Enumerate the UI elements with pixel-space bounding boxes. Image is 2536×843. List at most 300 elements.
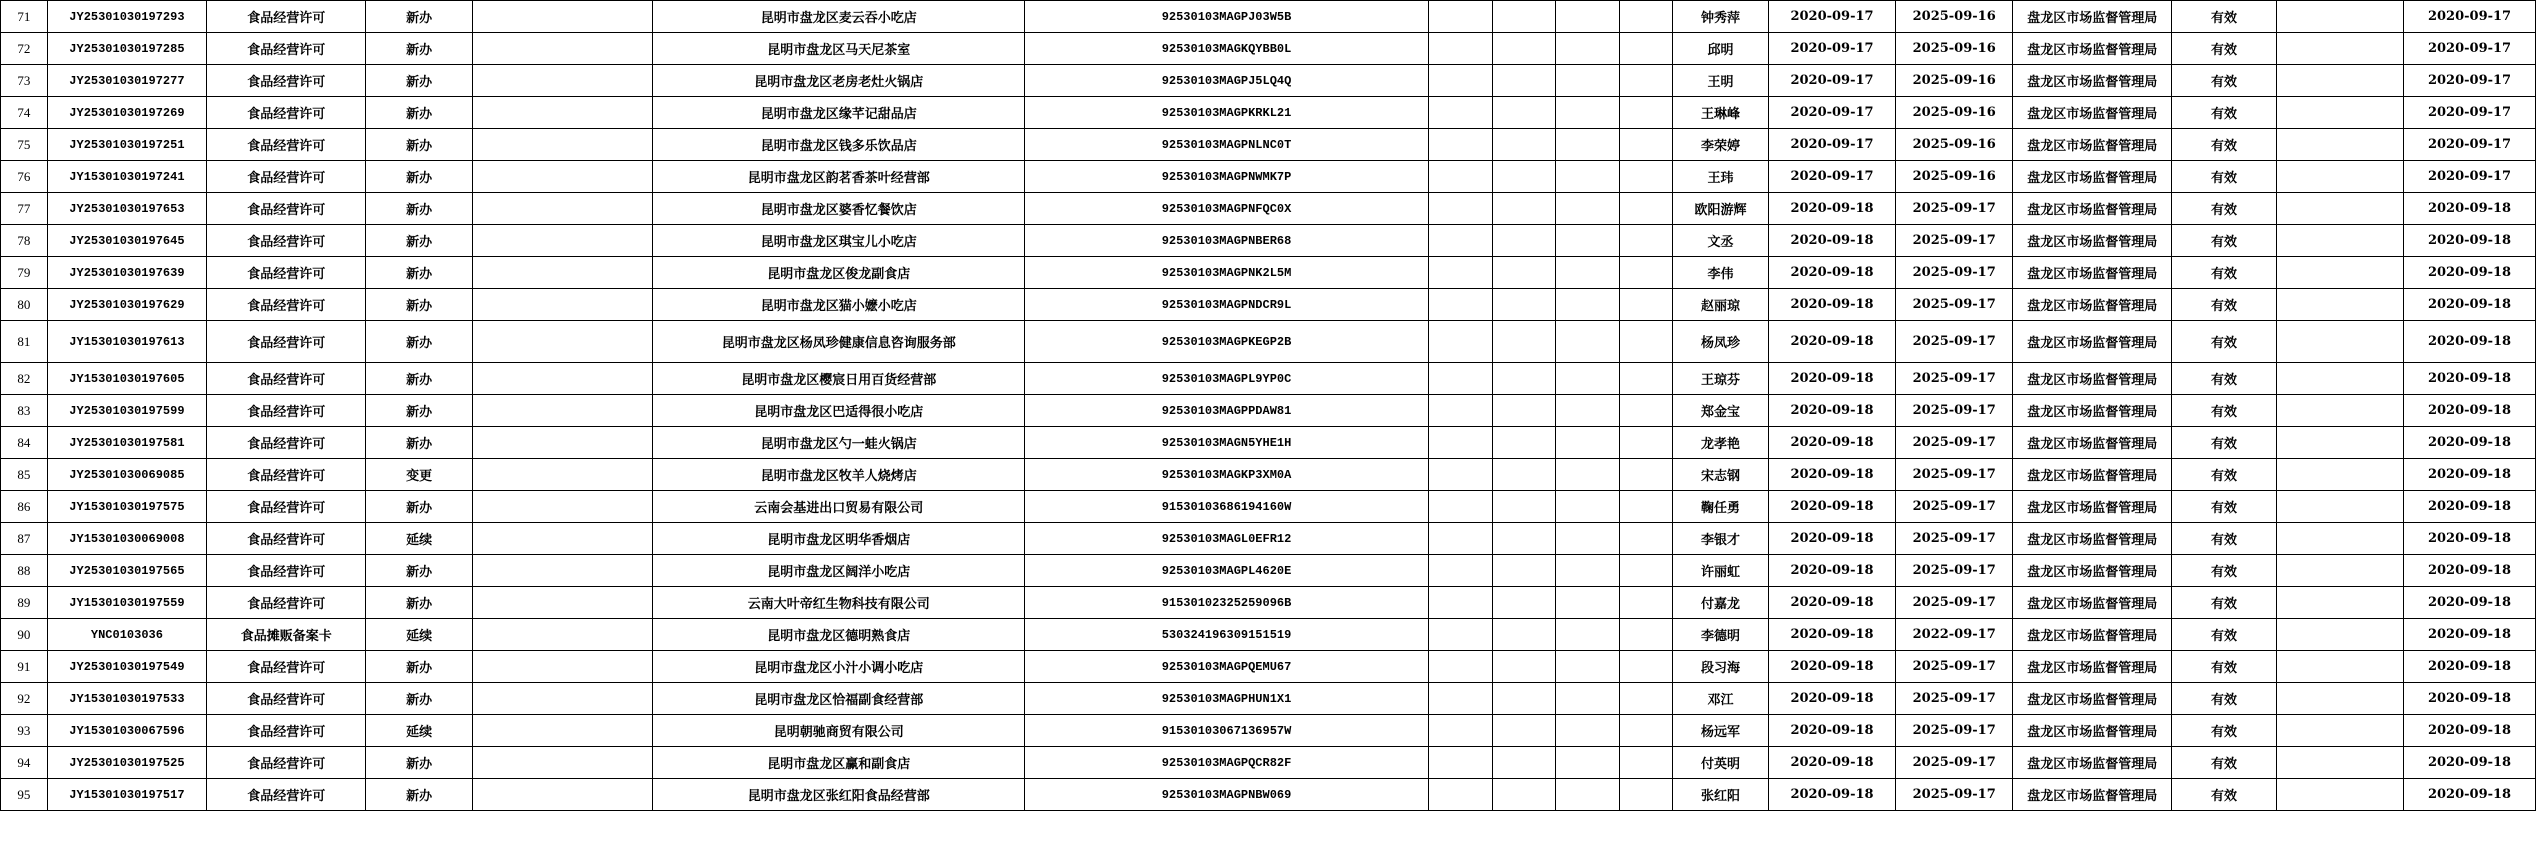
cell-credit-code[interactable]: 92530103MAGN5YHE1H <box>1025 427 1429 459</box>
cell-empty[interactable] <box>1556 779 1620 811</box>
cell-decision-date[interactable]: 2020-09-17 <box>2404 97 2536 129</box>
cell-status[interactable]: 有效 <box>2172 161 2276 193</box>
cell-authority[interactable]: 盘龙区市场监督管理局 <box>2013 363 2172 395</box>
cell-row-number[interactable]: 79 <box>1 257 48 289</box>
cell-row-number[interactable]: 82 <box>1 363 48 395</box>
cell-permit-type[interactable]: 食品经营许可 <box>207 363 366 395</box>
cell-application-type[interactable]: 新办 <box>366 129 472 161</box>
cell-empty[interactable] <box>1620 33 1673 65</box>
cell-permit-number[interactable]: JY25301030069085 <box>47 459 206 491</box>
cell-permit-number[interactable]: JY25301030197629 <box>47 289 206 321</box>
cell-empty[interactable] <box>472 747 653 779</box>
cell-permit-number[interactable]: JY15301030197575 <box>47 491 206 523</box>
cell-legal-person[interactable]: 张红阳 <box>1673 779 1769 811</box>
cell-business-name[interactable]: 昆明市盘龙区张红阳食品经营部 <box>653 779 1025 811</box>
cell-legal-person[interactable]: 李荣婷 <box>1673 129 1769 161</box>
cell-empty[interactable] <box>1492 321 1556 363</box>
cell-application-type[interactable]: 变更 <box>366 459 472 491</box>
cell-legal-person[interactable]: 段习海 <box>1673 651 1769 683</box>
cell-empty[interactable] <box>1428 491 1492 523</box>
cell-empty[interactable] <box>472 459 653 491</box>
cell-empty[interactable] <box>1556 363 1620 395</box>
cell-empty[interactable] <box>2276 193 2403 225</box>
cell-row-number[interactable]: 72 <box>1 33 48 65</box>
cell-authority[interactable]: 盘龙区市场监督管理局 <box>2013 651 2172 683</box>
cell-legal-person[interactable]: 文丞 <box>1673 225 1769 257</box>
cell-permit-number[interactable]: JY15301030197517 <box>47 779 206 811</box>
cell-permit-type[interactable]: 食品经营许可 <box>207 257 366 289</box>
cell-status[interactable]: 有效 <box>2172 321 2276 363</box>
cell-business-name[interactable]: 昆明市盘龙区猫小嬷小吃店 <box>653 289 1025 321</box>
cell-valid-from[interactable]: 2020-09-18 <box>1768 651 1895 683</box>
cell-permit-number[interactable]: JY15301030197559 <box>47 587 206 619</box>
cell-empty[interactable] <box>1428 321 1492 363</box>
cell-valid-from[interactable]: 2020-09-18 <box>1768 587 1895 619</box>
cell-empty[interactable] <box>472 65 653 97</box>
cell-empty[interactable] <box>1492 587 1556 619</box>
cell-row-number[interactable]: 83 <box>1 395 48 427</box>
cell-decision-date[interactable]: 2020-09-18 <box>2404 225 2536 257</box>
cell-empty[interactable] <box>2276 1 2403 33</box>
cell-credit-code[interactable]: 91530102325259096B <box>1025 587 1429 619</box>
cell-row-number[interactable]: 94 <box>1 747 48 779</box>
cell-empty[interactable] <box>1620 683 1673 715</box>
cell-legal-person[interactable]: 李伟 <box>1673 257 1769 289</box>
cell-empty[interactable] <box>1492 555 1556 587</box>
cell-application-type[interactable]: 延续 <box>366 523 472 555</box>
cell-empty[interactable] <box>2276 129 2403 161</box>
cell-empty[interactable] <box>1620 65 1673 97</box>
cell-empty[interactable] <box>1492 289 1556 321</box>
cell-authority[interactable]: 盘龙区市场监督管理局 <box>2013 97 2172 129</box>
cell-credit-code[interactable]: 92530103MAGPL4620E <box>1025 555 1429 587</box>
cell-application-type[interactable]: 新办 <box>366 33 472 65</box>
cell-permit-number[interactable]: JY25301030197525 <box>47 747 206 779</box>
cell-empty[interactable] <box>1492 683 1556 715</box>
cell-valid-to[interactable]: 2025-09-17 <box>1896 651 2013 683</box>
cell-authority[interactable]: 盘龙区市场监督管理局 <box>2013 321 2172 363</box>
cell-empty[interactable] <box>2276 321 2403 363</box>
cell-application-type[interactable]: 新办 <box>366 97 472 129</box>
cell-permit-type[interactable]: 食品经营许可 <box>207 395 366 427</box>
cell-permit-type[interactable]: 食品经营许可 <box>207 747 366 779</box>
cell-valid-from[interactable]: 2020-09-17 <box>1768 1 1895 33</box>
cell-status[interactable]: 有效 <box>2172 363 2276 395</box>
cell-valid-from[interactable]: 2020-09-17 <box>1768 33 1895 65</box>
cell-application-type[interactable]: 新办 <box>366 65 472 97</box>
cell-authority[interactable]: 盘龙区市场监督管理局 <box>2013 619 2172 651</box>
cell-row-number[interactable]: 84 <box>1 427 48 459</box>
cell-authority[interactable]: 盘龙区市场监督管理局 <box>2013 161 2172 193</box>
cell-empty[interactable] <box>472 427 653 459</box>
cell-empty[interactable] <box>1556 683 1620 715</box>
cell-empty[interactable] <box>472 193 653 225</box>
cell-authority[interactable]: 盘龙区市场监督管理局 <box>2013 427 2172 459</box>
cell-empty[interactable] <box>1620 651 1673 683</box>
cell-empty[interactable] <box>472 715 653 747</box>
cell-application-type[interactable]: 新办 <box>366 363 472 395</box>
cell-empty[interactable] <box>1428 193 1492 225</box>
cell-status[interactable]: 有效 <box>2172 257 2276 289</box>
cell-empty[interactable] <box>1428 395 1492 427</box>
cell-decision-date[interactable]: 2020-09-17 <box>2404 65 2536 97</box>
cell-business-name[interactable]: 昆明市盘龙区小汁小调小吃店 <box>653 651 1025 683</box>
cell-application-type[interactable]: 新办 <box>366 747 472 779</box>
cell-row-number[interactable]: 86 <box>1 491 48 523</box>
cell-empty[interactable] <box>1620 321 1673 363</box>
cell-permit-type[interactable]: 食品经营许可 <box>207 161 366 193</box>
cell-empty[interactable] <box>2276 683 2403 715</box>
cell-empty[interactable] <box>1428 715 1492 747</box>
cell-empty[interactable] <box>1556 193 1620 225</box>
cell-empty[interactable] <box>1556 321 1620 363</box>
cell-empty[interactable] <box>1428 129 1492 161</box>
cell-legal-person[interactable]: 杨远军 <box>1673 715 1769 747</box>
cell-valid-from[interactable]: 2020-09-18 <box>1768 459 1895 491</box>
cell-empty[interactable] <box>1620 129 1673 161</box>
cell-row-number[interactable]: 74 <box>1 97 48 129</box>
cell-row-number[interactable]: 71 <box>1 1 48 33</box>
cell-legal-person[interactable]: 邓江 <box>1673 683 1769 715</box>
cell-empty[interactable] <box>1428 683 1492 715</box>
cell-status[interactable]: 有效 <box>2172 587 2276 619</box>
cell-decision-date[interactable]: 2020-09-18 <box>2404 523 2536 555</box>
cell-credit-code[interactable]: 92530103MAGPNBW069 <box>1025 779 1429 811</box>
cell-permit-type[interactable]: 食品经营许可 <box>207 587 366 619</box>
cell-valid-from[interactable]: 2020-09-18 <box>1768 257 1895 289</box>
cell-empty[interactable] <box>2276 225 2403 257</box>
cell-valid-to[interactable]: 2025-09-17 <box>1896 289 2013 321</box>
cell-legal-person[interactable]: 宋志钢 <box>1673 459 1769 491</box>
cell-empty[interactable] <box>1620 1 1673 33</box>
cell-permit-type[interactable]: 食品经营许可 <box>207 491 366 523</box>
cell-row-number[interactable]: 85 <box>1 459 48 491</box>
cell-empty[interactable] <box>2276 491 2403 523</box>
cell-empty[interactable] <box>1492 225 1556 257</box>
cell-permit-number[interactable]: JY25301030197599 <box>47 395 206 427</box>
cell-authority[interactable]: 盘龙区市场监督管理局 <box>2013 715 2172 747</box>
cell-empty[interactable] <box>472 225 653 257</box>
cell-row-number[interactable]: 73 <box>1 65 48 97</box>
cell-credit-code[interactable]: 92530103MAGPPDAW81 <box>1025 395 1429 427</box>
cell-authority[interactable]: 盘龙区市场监督管理局 <box>2013 129 2172 161</box>
cell-empty[interactable] <box>1428 587 1492 619</box>
cell-valid-from[interactable]: 2020-09-18 <box>1768 363 1895 395</box>
cell-permit-number[interactable]: JY25301030197565 <box>47 555 206 587</box>
cell-authority[interactable]: 盘龙区市场监督管理局 <box>2013 193 2172 225</box>
cell-valid-to[interactable]: 2025-09-17 <box>1896 193 2013 225</box>
cell-empty[interactable] <box>1428 257 1492 289</box>
cell-empty[interactable] <box>1492 779 1556 811</box>
cell-empty[interactable] <box>1492 651 1556 683</box>
cell-empty[interactable] <box>472 619 653 651</box>
cell-empty[interactable] <box>1492 747 1556 779</box>
cell-permit-number[interactable]: JY15301030069008 <box>47 523 206 555</box>
cell-valid-from[interactable]: 2020-09-18 <box>1768 193 1895 225</box>
cell-empty[interactable] <box>472 161 653 193</box>
cell-valid-from[interactable]: 2020-09-18 <box>1768 395 1895 427</box>
cell-business-name[interactable]: 昆明市盘龙区牧羊人烧烤店 <box>653 459 1025 491</box>
cell-valid-from[interactable]: 2020-09-17 <box>1768 161 1895 193</box>
cell-valid-to[interactable]: 2025-09-17 <box>1896 459 2013 491</box>
cell-credit-code[interactable]: 92530103MAGPNK2L5M <box>1025 257 1429 289</box>
cell-business-name[interactable]: 昆明朝驰商贸有限公司 <box>653 715 1025 747</box>
cell-business-name[interactable]: 昆明市盘龙区德明熟食店 <box>653 619 1025 651</box>
cell-permit-type[interactable]: 食品经营许可 <box>207 1 366 33</box>
cell-valid-from[interactable]: 2020-09-18 <box>1768 683 1895 715</box>
cell-business-name[interactable]: 昆明市盘龙区缘芊记甜品店 <box>653 97 1025 129</box>
cell-empty[interactable] <box>1620 747 1673 779</box>
cell-valid-to[interactable]: 2022-09-17 <box>1896 619 2013 651</box>
cell-row-number[interactable]: 80 <box>1 289 48 321</box>
cell-row-number[interactable]: 81 <box>1 321 48 363</box>
cell-empty[interactable] <box>1620 289 1673 321</box>
cell-empty[interactable] <box>1428 1 1492 33</box>
cell-decision-date[interactable]: 2020-09-18 <box>2404 715 2536 747</box>
cell-empty[interactable] <box>1492 257 1556 289</box>
cell-permit-type[interactable]: 食品经营许可 <box>207 651 366 683</box>
cell-empty[interactable] <box>1620 587 1673 619</box>
cell-empty[interactable] <box>1556 1 1620 33</box>
cell-valid-from[interactable]: 2020-09-18 <box>1768 779 1895 811</box>
cell-decision-date[interactable]: 2020-09-18 <box>2404 747 2536 779</box>
cell-empty[interactable] <box>2276 65 2403 97</box>
cell-empty[interactable] <box>472 129 653 161</box>
cell-valid-from[interactable]: 2020-09-17 <box>1768 97 1895 129</box>
cell-empty[interactable] <box>1428 161 1492 193</box>
cell-empty[interactable] <box>472 363 653 395</box>
cell-status[interactable]: 有效 <box>2172 427 2276 459</box>
cell-empty[interactable] <box>1620 715 1673 747</box>
cell-business-name[interactable]: 昆明市盘龙区阔洋小吃店 <box>653 555 1025 587</box>
cell-permit-number[interactable]: JY15301030067596 <box>47 715 206 747</box>
cell-empty[interactable] <box>2276 555 2403 587</box>
cell-business-name[interactable]: 昆明市盘龙区琪宝儿小吃店 <box>653 225 1025 257</box>
cell-permit-type[interactable]: 食品经营许可 <box>207 225 366 257</box>
cell-authority[interactable]: 盘龙区市场监督管理局 <box>2013 289 2172 321</box>
cell-permit-number[interactable]: JY25301030197581 <box>47 427 206 459</box>
cell-authority[interactable]: 盘龙区市场监督管理局 <box>2013 1 2172 33</box>
cell-empty[interactable] <box>472 395 653 427</box>
cell-empty[interactable] <box>1428 225 1492 257</box>
cell-valid-from[interactable]: 2020-09-18 <box>1768 225 1895 257</box>
cell-legal-person[interactable]: 付英明 <box>1673 747 1769 779</box>
cell-empty[interactable] <box>472 97 653 129</box>
cell-legal-person[interactable]: 王明 <box>1673 65 1769 97</box>
cell-credit-code[interactable]: 92530103MAGPKEGP2B <box>1025 321 1429 363</box>
cell-application-type[interactable]: 新办 <box>366 555 472 587</box>
cell-permit-number[interactable]: JY15301030197613 <box>47 321 206 363</box>
cell-empty[interactable] <box>1428 779 1492 811</box>
cell-permit-type[interactable]: 食品经营许可 <box>207 715 366 747</box>
cell-empty[interactable] <box>1492 65 1556 97</box>
cell-valid-to[interactable]: 2025-09-17 <box>1896 257 2013 289</box>
cell-row-number[interactable]: 77 <box>1 193 48 225</box>
cell-empty[interactable] <box>1428 289 1492 321</box>
cell-permit-type[interactable]: 食品经营许可 <box>207 427 366 459</box>
cell-empty[interactable] <box>1556 427 1620 459</box>
cell-empty[interactable] <box>1428 65 1492 97</box>
cell-empty[interactable] <box>1492 129 1556 161</box>
cell-row-number[interactable]: 91 <box>1 651 48 683</box>
cell-decision-date[interactable]: 2020-09-18 <box>2404 289 2536 321</box>
cell-valid-from[interactable]: 2020-09-18 <box>1768 491 1895 523</box>
cell-business-name[interactable]: 昆明市盘龙区杨凤珍健康信息咨询服务部 <box>653 321 1025 363</box>
cell-permit-type[interactable]: 食品经营许可 <box>207 683 366 715</box>
cell-empty[interactable] <box>1492 491 1556 523</box>
cell-valid-to[interactable]: 2025-09-17 <box>1896 523 2013 555</box>
cell-permit-type[interactable]: 食品经营许可 <box>207 779 366 811</box>
cell-valid-to[interactable]: 2025-09-17 <box>1896 395 2013 427</box>
cell-row-number[interactable]: 90 <box>1 619 48 651</box>
cell-status[interactable]: 有效 <box>2172 395 2276 427</box>
cell-business-name[interactable]: 昆明市盘龙区婆香忆餐饮店 <box>653 193 1025 225</box>
cell-business-name[interactable]: 昆明市盘龙区樱宸日用百货经营部 <box>653 363 1025 395</box>
cell-decision-date[interactable]: 2020-09-17 <box>2404 1 2536 33</box>
cell-credit-code[interactable]: 92530103MAGL0EFR12 <box>1025 523 1429 555</box>
cell-authority[interactable]: 盘龙区市场监督管理局 <box>2013 459 2172 491</box>
cell-legal-person[interactable]: 欧阳游辉 <box>1673 193 1769 225</box>
cell-decision-date[interactable]: 2020-09-18 <box>2404 683 2536 715</box>
cell-decision-date[interactable]: 2020-09-18 <box>2404 651 2536 683</box>
cell-legal-person[interactable]: 郑金宝 <box>1673 395 1769 427</box>
cell-status[interactable]: 有效 <box>2172 555 2276 587</box>
cell-status[interactable]: 有效 <box>2172 33 2276 65</box>
cell-credit-code[interactable]: 92530103MAGPNWMK7P <box>1025 161 1429 193</box>
cell-status[interactable]: 有效 <box>2172 715 2276 747</box>
cell-legal-person[interactable]: 赵丽琼 <box>1673 289 1769 321</box>
cell-status[interactable]: 有效 <box>2172 779 2276 811</box>
cell-legal-person[interactable]: 付嘉龙 <box>1673 587 1769 619</box>
cell-permit-number[interactable]: YNC0103036 <box>47 619 206 651</box>
cell-legal-person[interactable]: 龙孝艳 <box>1673 427 1769 459</box>
cell-decision-date[interactable]: 2020-09-18 <box>2404 491 2536 523</box>
cell-empty[interactable] <box>2276 747 2403 779</box>
cell-valid-to[interactable]: 2025-09-17 <box>1896 747 2013 779</box>
cell-valid-from[interactable]: 2020-09-18 <box>1768 747 1895 779</box>
cell-empty[interactable] <box>472 587 653 619</box>
cell-business-name[interactable]: 昆明市盘龙区俊龙副食店 <box>653 257 1025 289</box>
cell-valid-from[interactable]: 2020-09-17 <box>1768 129 1895 161</box>
cell-valid-to[interactable]: 2025-09-17 <box>1896 427 2013 459</box>
cell-empty[interactable] <box>1620 555 1673 587</box>
cell-business-name[interactable]: 昆明市盘龙区钱多乐饮品店 <box>653 129 1025 161</box>
cell-permit-number[interactable]: JY25301030197653 <box>47 193 206 225</box>
cell-permit-type[interactable]: 食品经营许可 <box>207 459 366 491</box>
cell-valid-from[interactable]: 2020-09-18 <box>1768 523 1895 555</box>
cell-authority[interactable]: 盘龙区市场监督管理局 <box>2013 779 2172 811</box>
cell-credit-code[interactable]: 92530103MAGPKRKL21 <box>1025 97 1429 129</box>
cell-status[interactable]: 有效 <box>2172 97 2276 129</box>
cell-empty[interactable] <box>2276 363 2403 395</box>
cell-empty[interactable] <box>472 321 653 363</box>
cell-application-type[interactable]: 新办 <box>366 321 472 363</box>
cell-business-name[interactable]: 昆明市盘龙区麦云吞小吃店 <box>653 1 1025 33</box>
cell-application-type[interactable]: 新办 <box>366 651 472 683</box>
cell-empty[interactable] <box>1620 257 1673 289</box>
cell-credit-code[interactable]: 92530103MAGPQEMU67 <box>1025 651 1429 683</box>
cell-valid-to[interactable]: 2025-09-17 <box>1896 683 2013 715</box>
cell-permit-type[interactable]: 食品经营许可 <box>207 65 366 97</box>
cell-empty[interactable] <box>1492 619 1556 651</box>
cell-permit-number[interactable]: JY25301030197285 <box>47 33 206 65</box>
cell-permit-number[interactable]: JY15301030197605 <box>47 363 206 395</box>
cell-credit-code[interactable]: 92530103MAGPHUN1X1 <box>1025 683 1429 715</box>
cell-empty[interactable] <box>1556 587 1620 619</box>
cell-empty[interactable] <box>1620 427 1673 459</box>
cell-valid-to[interactable]: 2025-09-17 <box>1896 779 2013 811</box>
cell-status[interactable]: 有效 <box>2172 747 2276 779</box>
cell-application-type[interactable]: 新办 <box>366 257 472 289</box>
cell-application-type[interactable]: 新办 <box>366 225 472 257</box>
cell-business-name[interactable]: 昆明市盘龙区明华香烟店 <box>653 523 1025 555</box>
cell-legal-person[interactable]: 许丽虹 <box>1673 555 1769 587</box>
cell-application-type[interactable]: 新办 <box>366 427 472 459</box>
cell-empty[interactable] <box>1556 289 1620 321</box>
cell-empty[interactable] <box>472 683 653 715</box>
cell-decision-date[interactable]: 2020-09-18 <box>2404 427 2536 459</box>
cell-permit-number[interactable]: JY25301030197549 <box>47 651 206 683</box>
cell-valid-from[interactable]: 2020-09-17 <box>1768 65 1895 97</box>
cell-permit-number[interactable]: JY25301030197277 <box>47 65 206 97</box>
cell-empty[interactable] <box>1428 619 1492 651</box>
cell-empty[interactable] <box>1556 395 1620 427</box>
cell-empty[interactable] <box>472 289 653 321</box>
cell-authority[interactable]: 盘龙区市场监督管理局 <box>2013 225 2172 257</box>
cell-status[interactable]: 有效 <box>2172 65 2276 97</box>
cell-empty[interactable] <box>1620 523 1673 555</box>
cell-empty[interactable] <box>1556 65 1620 97</box>
cell-empty[interactable] <box>1620 225 1673 257</box>
cell-empty[interactable] <box>1556 97 1620 129</box>
cell-empty[interactable] <box>2276 33 2403 65</box>
cell-business-name[interactable]: 云南大叶帝红生物科技有限公司 <box>653 587 1025 619</box>
cell-row-number[interactable]: 87 <box>1 523 48 555</box>
cell-application-type[interactable]: 新办 <box>366 1 472 33</box>
cell-empty[interactable] <box>2276 289 2403 321</box>
cell-business-name[interactable]: 云南会基进出口贸易有限公司 <box>653 491 1025 523</box>
cell-decision-date[interactable]: 2020-09-17 <box>2404 129 2536 161</box>
cell-empty[interactable] <box>2276 427 2403 459</box>
cell-empty[interactable] <box>2276 619 2403 651</box>
cell-business-name[interactable]: 昆明市盘龙区巴适得很小吃店 <box>653 395 1025 427</box>
cell-valid-to[interactable]: 2025-09-16 <box>1896 1 2013 33</box>
cell-business-name[interactable]: 昆明市盘龙区勺一蛙火锅店 <box>653 427 1025 459</box>
cell-authority[interactable]: 盘龙区市场监督管理局 <box>2013 587 2172 619</box>
cell-legal-person[interactable]: 王玮 <box>1673 161 1769 193</box>
cell-empty[interactable] <box>1556 33 1620 65</box>
cell-empty[interactable] <box>472 33 653 65</box>
cell-credit-code[interactable]: 92530103MAGKQYBB0L <box>1025 33 1429 65</box>
cell-permit-type[interactable]: 食品经营许可 <box>207 555 366 587</box>
cell-status[interactable]: 有效 <box>2172 289 2276 321</box>
cell-credit-code[interactable]: 92530103MAGPNFQC0X <box>1025 193 1429 225</box>
cell-authority[interactable]: 盘龙区市场监督管理局 <box>2013 523 2172 555</box>
cell-empty[interactable] <box>1428 459 1492 491</box>
cell-business-name[interactable]: 昆明市盘龙区韵茗香茶叶经营部 <box>653 161 1025 193</box>
cell-empty[interactable] <box>1556 715 1620 747</box>
cell-valid-to[interactable]: 2025-09-16 <box>1896 97 2013 129</box>
cell-empty[interactable] <box>472 257 653 289</box>
cell-empty[interactable] <box>1492 363 1556 395</box>
cell-status[interactable]: 有效 <box>2172 459 2276 491</box>
cell-row-number[interactable]: 92 <box>1 683 48 715</box>
cell-business-name[interactable]: 昆明市盘龙区老房老灶火锅店 <box>653 65 1025 97</box>
cell-empty[interactable] <box>2276 523 2403 555</box>
cell-status[interactable]: 有效 <box>2172 1 2276 33</box>
cell-permit-type[interactable]: 食品经营许可 <box>207 523 366 555</box>
cell-permit-type[interactable]: 食品经营许可 <box>207 193 366 225</box>
